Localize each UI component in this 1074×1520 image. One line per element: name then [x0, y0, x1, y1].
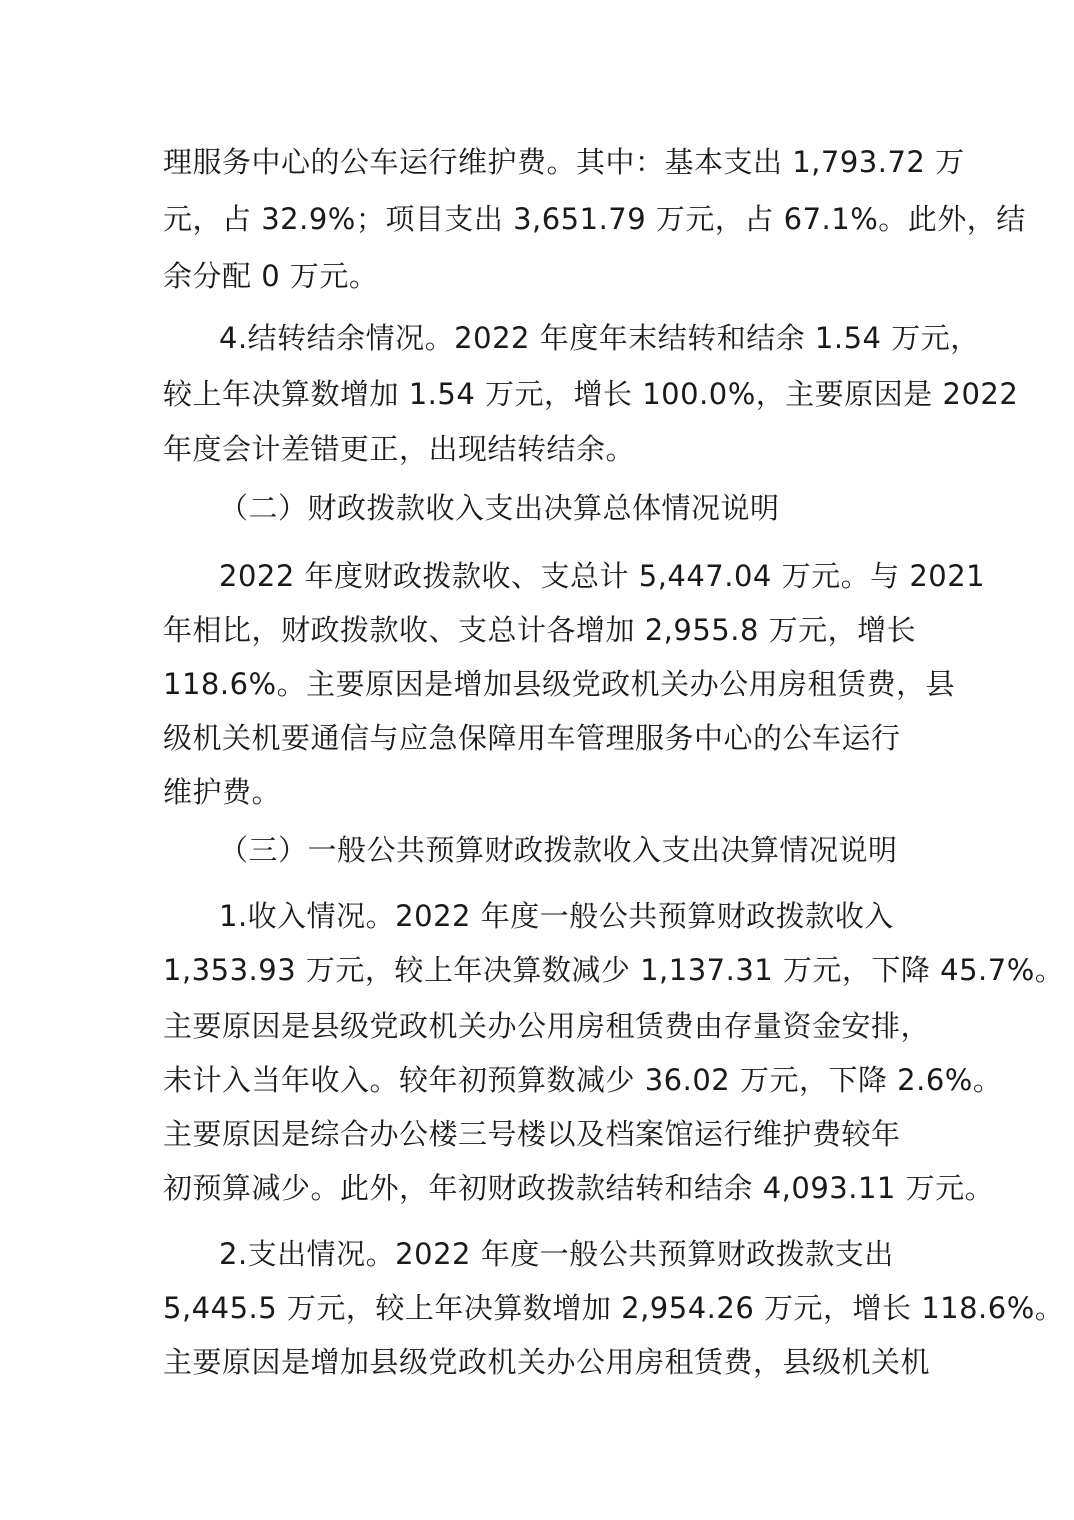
section-heading: （三）一般公共预算财政拨款收入支出决算情况说明	[219, 833, 898, 867]
text-line: 元，占 32.9%；项目支出 3,651.79 万元，占 67.1%。此外，结	[163, 202, 1026, 236]
text-line: 级机关机要通信与应急保障用车管理服务中心的公车运行	[163, 721, 901, 755]
text-line: 2.支出情况。2022 年度一般公共预算财政拨款支出	[219, 1237, 894, 1271]
text-line: 主要原因是县级党政机关办公用房租赁费由存量资金安排，	[163, 1009, 931, 1043]
text-line: 初预算减少。此外，年初财政拨款结转和结余 4,093.11 万元。	[163, 1171, 995, 1205]
text-line: 2022 年度财政拨款收、支总计 5,447.04 万元。与 2021	[219, 559, 986, 593]
text-line: 主要原因是综合办公楼三号楼以及档案馆运行维护费较年	[163, 1117, 901, 1151]
text-line: 118.6%。主要原因是增加县级党政机关办公用房租赁费，县	[163, 667, 956, 701]
text-line: 4.结转结余情况。2022 年度年末结转和结余 1.54 万元，	[219, 321, 980, 355]
text-line: 1,353.93 万元，较上年决算数减少 1,137.31 万元，下降 45.7%。	[163, 953, 1065, 987]
text-line: 余分配 0 万元。	[163, 259, 379, 293]
text-line: 未计入当年收入。较年初预算数减少 36.02 万元，下降 2.6%。	[163, 1063, 1003, 1097]
text-line: 维护费。	[163, 775, 282, 809]
section-heading: （二）财政拨款收入支出决算总体情况说明	[219, 491, 780, 525]
text-line: 较上年决算数增加 1.54 万元，增长 100.0%，主要原因是 2022	[163, 377, 1019, 411]
text-line: 5,445.5 万元，较上年决算数增加 2,954.26 万元，增长 118.6%。	[163, 1291, 1065, 1325]
text-line: 主要原因是增加县级党政机关办公用房租赁费，县级机关机	[163, 1345, 931, 1379]
text-line: 理服务中心的公车运行维护费。其中：基本支出 1,793.72 万	[163, 145, 965, 179]
text-line: 1.收入情况。2022 年度一般公共预算财政拨款收入	[219, 899, 894, 933]
text-line: 年度会计差错更正，出现结转结余。	[163, 432, 636, 466]
text-line: 年相比，财政拨款收、支总计各增加 2,955.8 万元，增长	[163, 613, 917, 647]
